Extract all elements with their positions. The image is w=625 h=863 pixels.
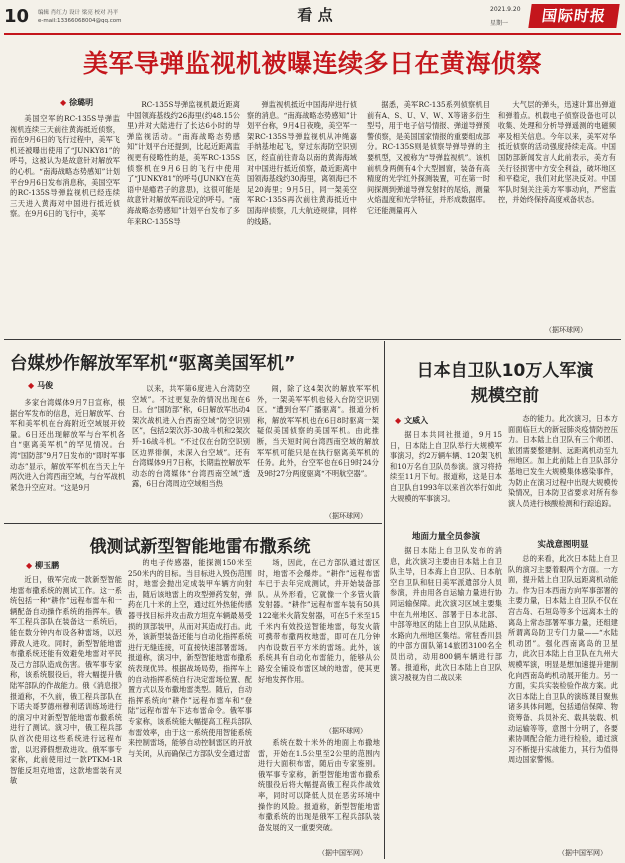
article4-col3: 场，因此，在己方部队通过雷区时，地雷不会爆炸。“耕作”远程布雷车已于去年完成测试，并开始装备部队。从外形看，它就像一个多管火箭发射器。“耕作”远程布雷车装有50具122毫米火箭发射器，可在5千米至15千米内有效投送智能地雷，每发火箭可携带布撒两枚地雷，即可在几分钟内布设数百平方米的雷场。此外，该系统具有自动化布雷能力，能够从公路安全铺设布雷区域的地雷，使其更好地发挥作用。 — [258, 558, 380, 684]
masthead-text: 国际时报 — [540, 7, 608, 25]
issue-date: 2021.9.20 — [490, 6, 521, 13]
article4-headline: 俄测试新型智能地雷布撒系统 — [89, 537, 311, 557]
article2-col1: 多家台湾媒体9月7日宣称，根据台军发布的信息，近日解放军、台军和美军机在台海附近空域展开较量。6日还出现解放军与台军机各自“驱离美军机”的罕见情况。台湾“国防部”9月7日发布的“即时军事动态”显示，解放军军机在当天上午两次进入台湾西南空域，与台军战机紧急升空应对。“这是9月 — [10, 398, 125, 492]
masthead-logo — [528, 4, 619, 28]
article2-byline: ◆ 马俊 — [28, 381, 54, 390]
header-rule — [4, 33, 621, 35]
byline-diamond-icon: ◆ — [395, 416, 402, 425]
article1-byline: ◆ 徐璐明 — [60, 98, 94, 107]
page-number: 10 — [4, 6, 30, 27]
article3-col1b: 据日本陆上自卫队发布的消息，此次演习主要由日本陆上自卫队主导，日本海上自卫队、日本航空自卫队和驻日美军派遣部分人员参演，并由用各自运输力量进行协同运输保障。此次演习区域主要集中在九州地区、部署于日本北部、中部等地区的陆上自卫队从陆路、水路向九州地区集结。常驻香川县的中部方面队第14旅团3100名全员出动，动用800辆车辆进行部署。报道称，此次日本陆上自卫队演习被视为自二战以来 — [390, 546, 502, 683]
article1-col2: RC-135S导弹监视机最近距离中国领海基线约26海里(约48.15公里)并对大陆进行了长达6小时的导弹监视活动。“南海战略态势感知”计划平台还提到，比起近距离监视更有侵略性的是，美军RC-135S侦察机在9月6日的飞行中使用了“JUNKY81”的呼号(JUNKY在英语中是瘾君子的意思)，这很可能是故意针对解放军而设定的呼号。“南海战略态势感知”计划平台发布了多年来RC-135S导 — [127, 100, 240, 226]
article4b-source: （据中国军网） — [318, 849, 367, 857]
article4-byline: ◆ 柳玉鹏 — [26, 561, 60, 570]
vertical-divider — [384, 341, 385, 859]
article3-col2: 态的能力。此次演习，日本方面面临巨大的新冠肺炎疫情防控压力。日本陆上自卫队有三个师团、旅团需要整建制、远距离机动至九州地区。加上此前陆上自卫队部分基地已发生大规模集体感染事件，为防止在演习过程中出现大规模传染情况，日本防卫省要求对所有参演人员进行核酸检测和行踪追踪。 — [508, 414, 618, 508]
email-line: e-mail:13366068004@qq.com — [38, 18, 122, 24]
article4-col1: 近日，俄军完成一款新型智能地雷布撒系统的测试工作。这一系统包括一种“耕作”远程布雷车和一辆配备自动操作系统的指挥车。俄军工程兵部队在装备这一系统后，能在数分钟内布设各种雷场，以迟滞敌人进攻。同时，新型智能地雷布撒系统还能有效避免地雷对平民及己方部队造成伤害。俄军事专家称，该系统服役后，将大幅提升俄陆军部队的作战能力。俄《消息报》报道称，不久前，俄工程兵部队在下诺夫哥罗德州穆利诺训练场进行的演习中对新型智能地雷布撒系统进行了测试。演习中，俄工程兵部队首次使用这些系统进行远程布雷，以迟滞假想敌进攻。俄军事专家称，此前使用过一款PTKM-1R智能反坦克地雷，这款地雷装有灵敏 — [10, 575, 122, 786]
editors-line: 编辑 肖红力 设计 梁亮 校对 冯平 — [38, 10, 119, 16]
article2-source: （据环球网） — [325, 512, 367, 520]
article1-source: （据环球网） — [545, 326, 587, 334]
article3-subhead2: 实战意图明显 — [537, 540, 589, 550]
article4-source: （据环球网） — [325, 727, 367, 735]
article3-subhead1: 地面力量全员参演 — [411, 532, 480, 542]
page-header — [0, 0, 625, 36]
article2-bottom-rule — [4, 523, 382, 524]
article3-col2b: 总的来看，此次日本陆上自卫队的演习主要着眼两个方面。一方面，提升陆上自卫队远距离机动能力。作为日本西南方向军事部署的主要力量，日本陆上自卫队不仅在宫古岛、石垣岛等多个远离本土的离岛上常态部署军事力量，还组建所谓离岛防卫专门力量——“水陆机动团”。强化西南离岛的卫星力，此次日本陆上自卫队在九州大规模军演，明显是想加速提升建制化向西南岛屿机动展开能力。另一方面，实兵实装检验作战方案。此次日本陆上自卫队的演练课目聚焦诸多具体问题，包括通信保障、物资筹备、兵员补充、载具装载、机动运输等等，意图十分明了，各要素协调配合能力进行检验，通过演习不断提升实战能力，其行为值得周边国家警惕。 — [508, 554, 618, 765]
article3-headline-line2: 规模空前 — [471, 386, 539, 406]
article1-col1: 美国空军的RC-135S导弹监视机连续三天前往黄海抵近侦察，而在9月6日的飞行过程中，美军飞机还被曝出使用了“JUNKY81”的呼号，这被认为是故意针对解放军的心机。“南海战略态势感知”计划平台9月6日发布消息称，美国空军的RC-135S导弹监视机已经连续三天进入黄海对中国进行抵近侦察。在9月6日的飞行中，美军 — [10, 114, 120, 219]
article1-col5: 大气层的弹头，迅速计算出弹道和弹着点。机载电子侦察设备也可以收集、处理和分析导弹遥测的电磁频率及相关信息。今年以来，美军对华抵近侦察的活动强度持续走高。中国国防部新闻发言人此前表示，美方有关行径损害中方安全利益，破坏地区和平稳定，我们对此坚决反对。中国军队时刻关注美方军事动向，严密监控，并始终保持高度戒备状态。 — [498, 100, 616, 205]
section-title: 看 点 — [297, 6, 333, 24]
article3-col1: 据日本共同社报道，9月15日，日本陆上自卫队举行大规模军事演习，约2万辆车辆、120架飞机和10万名自卫队员参演。演习将持续至11月下旬。报道称，这是日本自卫队自1993年以来首次举行如此大规模的军事演习。 — [390, 430, 502, 503]
article3-byline: ◆ 文威入 — [395, 416, 429, 425]
article4-col2: 的电子传感器，能探测150米至250米内的目标。当目标进入毁伤范围时，地雷会抛出定成装甲车辆方向射击，随后该地雷上的攻型弹药发射，弹药在几十米的上空，通过红外热能传感器寻找目标并攻击敌方坦克车辆最易受损的顶部装甲，从而对其造成打击。此外，该新型装备还能与自动化指挥系统进行无缝连接，可直接快速部署雷场。报道称，演习中，新型智能地雷布撒系统表现优异。根据战场局势，指挥车上的自动指挥系统自行决定雷场位置、配置方式以及布撒地雷类型。随后，自动指挥系统向“耕作”远程布雷车和“登陆”远程布雷车下达布雷命令。俄军事专家称，该系统能大幅提高工程兵部队布雷效率，由于这一系统使用智能系统来控制雷场，能够自动控制雷区的开放与关闭，从而确保己方部队安全通过雷 — [128, 558, 252, 758]
byline-diamond-icon: ◆ — [60, 98, 67, 107]
article1-col3: 弹监视机抵近中国海岸进行侦察的消息。“南海战略态势感知”计划平台称，9月4日夜晚，美空军一架RC-135S导弹监视机从冲绳嘉手纳基地起飞，穿过东海防空识别区，经直前往青岛以南的黄海海域对中国进行抵近侦察，最近距离中国领海基线约30海里，离领海已不足20海里；9月5日，同一架美空军RC-135S再次前往黄海抵近中国海岸侦察，几大航迹规律，同样的线路。 — [247, 100, 357, 226]
article2-headline: 台媒炒作解放军军机“驱离美国军机” — [10, 354, 296, 374]
byline-diamond-icon: ◆ — [26, 561, 33, 570]
byline-diamond-icon: ◆ — [28, 381, 35, 390]
issue-weekday: 星期一 — [490, 20, 509, 27]
article4b-col: 系统在数十米外的地面上布撒地雷，开始在1.5公里至2公里的范围内进行大面积布雷，随后由专家鉴别。俄军事专家称，新型智能地雷布撒系统服役后将大幅提高俄工程兵作战效率，同时可以降低人员在恶劣环境中操作的风险。报道称，新型智能地雷布撒系统的出现是俄军工程兵部队装备发展的又一重要突破。 — [258, 738, 380, 832]
article3-headline-line1: 日本自卫队10万人军演 — [416, 361, 594, 381]
article1-bottom-rule — [4, 339, 621, 340]
article1-headline: 美军导弹监视机被曝连续多日在黄海侦察 — [82, 49, 542, 78]
article2-col3: 闹，除了这4架次的解放军军机外，一架美军军机也侵入台防空识别区。“遭到台军广播驱离”。报道分析称，解放军军机也在6日8时驱离一架疑似美国侦察的美国军机。由此推断，当天短时间台湾西南空域的解放军军机可能只是在执行驱离美军机的任务。此外，台空军也在6日9时24分及9时27分两度驱离“不明航空器”。 — [257, 384, 379, 478]
article2-col2: 以来，共军第6度进入台湾防空空域”。不过更复杂的情况出现在6日。台“国防部”称，6日解放军出动4架次战机进入台西南空域“防空识别区”，包括2架次苏-30战斗机和2架次歼-16战斗机。“不过仅在台防空识别区边界徘徊，未深入台空域”。还有台湾媒体9月7日称，长期监控解放军动态的台湾媒体“台湾西南空域”透露，6日台湾周边空域相当热 — [132, 384, 250, 489]
article3-source: （据中国军网） — [558, 849, 607, 857]
article1-col4: 据悉，美军RC-135系列侦察机目前有A、S、U、V、W、X等诸多衍生型号，用于电子信号情报、弹道导弹预警侦察，是美国国家情报的重要组成部分。RC-135S则是侦察导弹导弹的主要机型，又被称为“导弹监视机”。该机前机身两侧有4个大型圆窗，装备有高精度的光学红外探测装置，可在第一时间探测到弹道导弹发射时的尾焰，测量火焰温度和光学特征，并形成数据库。它还能测量再入 — [367, 100, 490, 215]
